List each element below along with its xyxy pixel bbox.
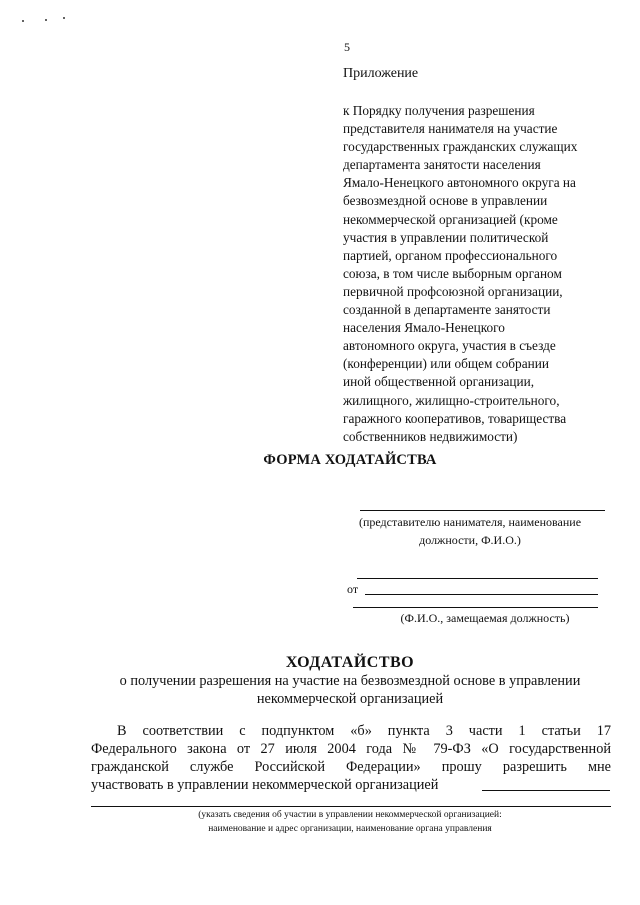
addressee-line xyxy=(360,510,605,511)
petition-body-line: участвовать в управлении некоммерческой организацией xyxy=(91,777,439,793)
page-number: 5 xyxy=(344,40,350,54)
sender-caption: (Ф.И.О., замещаемая должность) xyxy=(400,611,570,625)
appendix-line: представителя нанимателя на участие xyxy=(343,121,558,137)
appendix-line: департамента занятости населения xyxy=(343,157,541,173)
appendix-line: партией, органом профессионального xyxy=(343,247,558,263)
appendix-title: Приложение xyxy=(343,66,419,81)
appendix-line: населения Ямало-Ненецкого xyxy=(343,320,505,336)
sender-line xyxy=(357,578,598,579)
appendix-line: Ямало-Ненецкого автономного округа на xyxy=(343,175,576,191)
appendix-line: безвозмездной основе в управлении xyxy=(343,193,548,209)
appendix-line: союза, в том числе выборным органом xyxy=(343,265,562,281)
footnote-line: (указать сведения об участии в управлении некоммерческой организацией: xyxy=(198,810,502,820)
sender-line xyxy=(365,594,598,595)
sender-line xyxy=(353,607,598,608)
appendix-line: некоммерческой организацией (кроме xyxy=(343,211,558,227)
petition-subtitle: о получении разрешения на участие на безвозмездной основе в управлении некоммерческой организацией xyxy=(119,673,581,707)
form-title: ФОРМА ХОДАТАЙСТВА xyxy=(263,452,437,468)
petition-body-line: гражданской службе Российской Федерации» прошу разрешить мне xyxy=(91,759,611,775)
participation-line xyxy=(91,806,611,807)
from-label: от xyxy=(347,582,359,596)
appendix-line: к Порядку получения разрешения xyxy=(343,103,535,118)
scan-speck xyxy=(63,17,65,19)
appendix-line: (конференции) или общем собрании xyxy=(343,356,549,372)
appendix-line: первичной профсоюзной организации, xyxy=(343,283,563,299)
appendix-line: жилищного, жилищно-строительного, xyxy=(343,392,560,408)
appendix-reference xyxy=(343,102,633,446)
addressee-caption-line: (представителю нанимателя, наименование xyxy=(358,515,582,529)
participation-line xyxy=(482,790,610,791)
addressee-caption-line: должности, Ф.И.О.) xyxy=(419,533,521,547)
appendix-line: государственных гражданских служащих xyxy=(343,139,578,155)
appendix-line: собственников недвижимости) xyxy=(343,428,518,444)
petition-body-line: В соответствии с подпунктом «б» пункта 3 части 1 статьи 17 xyxy=(117,723,611,739)
footnote-line: наименование и адрес организации, наименование органа управления xyxy=(208,824,492,834)
scan-speck xyxy=(22,20,24,22)
addressee-caption xyxy=(340,513,600,549)
participation-footnote xyxy=(140,808,560,836)
appendix-line: иной общественной организации, xyxy=(343,374,535,390)
petition-body-line: Федерального закона от 27 июля 2004 года № 79-ФЗ «О государственной xyxy=(91,741,611,757)
appendix-line: созданной в департаменте занятости xyxy=(343,302,551,318)
petition-title: ХОДАТАЙСТВО xyxy=(285,654,415,671)
scan-speck xyxy=(45,19,47,21)
appendix-line: гаражного кооперативов, товарищества xyxy=(343,410,567,426)
appendix-line: автономного округа, участия в съезде xyxy=(343,338,556,354)
appendix-line: участия в управлении политической xyxy=(343,229,549,245)
